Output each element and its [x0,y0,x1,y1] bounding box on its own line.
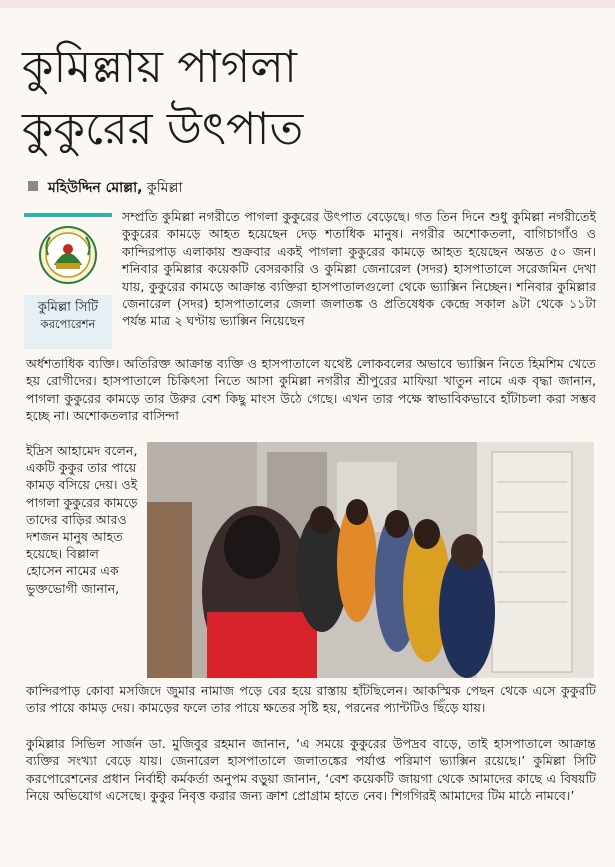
logo-caption [24,295,112,349]
logo-caption-line-1: কুমিল্লা সিটি [37,300,99,315]
headline-line-2: কুকুরের উৎপাত [22,102,304,155]
body-paragraph-3: ইদ্রিস আহামেদ বলেন, একটি কুকুর তার পায়ে কামড় বসিয়ে দেয়। ওই পাগলা কুকুরের কামড়ে তাদের বাড়ির আরও দশজন মানুষ আহত হয়েছে। বিল্লাল হোসেন নামের এক ভুক্তভোগী জানান, [26,443,138,596]
logo-accent-bar [24,213,112,217]
city-corporation-emblem-icon [38,225,98,285]
logo-box [24,207,112,347]
top-band [0,0,615,8]
body-paragraph-1: সম্প্রতি কুমিল্লা নগরীতে পাগলা কুকুরের উৎপাত বেড়েছে। গত তিন দিনে শুধু কুমিল্লা নগরীতেই কুকুরের কামড়ে আহত হয়েছেন দেড় শতাধিক মানুষ। নগরীর অশোকতলা, বাগিচাগাঁও ও কান্দিরপাড় এলাকায় শুক্রবার একই পাগলা কুকুরের কামড়ে আহত হয়েছেন অন্তত ৫০ জন। শনিবার কুমিল্লার কয়েকটি বেসরকারি ও কুমিল্লা জেনারেল (সদর) হাসপাতালে সরেজমিন দেখা যায়, কুকুরের কামড়ে আক্রান্ত ব্যক্তিরা হাসপাতালগুলো থেকে ভ্যাক্সিন নিচ্ছেন। শনিবার কুমিল্লার জেনারেল (সদর) হাসপাতালের জেলা জলাতঙ্ক ও প্রতিষেধক কেন্দ্রে সকাল ৯টা থেকে ১১টা পর্যন্ত মাত্র ২ ঘণ্টায় ভ্যাক্সিন নিয়েছেন [122,209,596,329]
byline [28,178,588,198]
body-paragraph-4: কান্দিরপাড় কোবা মসজিদে জুমার নামাজ পড়ে বের হয়ে রাস্তায় হাঁটছিলেন। আকস্মিক পেছন থেকে এসে কুকুরটি তার পায়ে কামড় দেয়। কামড়ের ফলে তার পায়ে ক্ষতের সৃষ্টি হয়, পরনের প্যান্টটিও ছিঁড়ে যায়। [26,683,596,716]
news-photo [147,442,594,678]
hospital-crowd-photo [147,442,594,678]
body-paragraph-5: কুমিল্লার সিভিল সার্জন ডা. মুজিবুর রহমান জানান, ‘এ সময়ে কুকুরের উপদ্রব বাড়ে, তাই হাসপাতালে আক্রান্ত ব্যক্তির সংখ্যা বেড়ে যায়। জেনারেল হাসপাতালে জলাতঙ্কের পর্যাপ্ত পরিমাণ ভ্যাক্সিন রয়েছে।’ কুমিল্লা সিটি করপোরেশনের প্রধান নির্বাহী কর্মকর্তা অনুপম বড়ুয়া জানান, ‘বেশ কয়েকটি জায়গা থেকে আমাদের কাছে এ বিষয়টি নিয়ে অভিযোগ এসেছে। কুকুর নিবৃত্ত করার জন্য ক্রাশ প্রোগ্রাম হাতে নেব। শিগগিরই আমাদের টিম মাঠে নামবে।’ [26,736,596,804]
headline [22,36,592,160]
headline-line-1: কুমিল্লায় পাগলা [22,40,297,93]
byline-location: কুমিল্লা [142,180,183,196]
square-bullet-icon [28,181,38,191]
body-paragraph-2: অর্ধশতাধিক ব্যক্তি। অতিরিক্ত আক্রান্ত ব্যক্তি ও হাসপাতালে যথেষ্ট লোকবলের অভাবে ভ্যাক্সিন নিতে হিমশিম খেতে হয় রোগীদের। হাসপাতালে চিকিৎসা নিতে আসা কুমিল্লা নগরীর শ্রীপুরের মাফিয়া খাতুন নামে এক বৃদ্ধা জানান, পাগলা কুকুরের কামড়ে তার উরুর বেশ কিছু মাংস উঠে গেছে। এখন তার পক্ষে স্বাভাবিকভাবে হাঁটাচলা করা সম্ভব হচ্ছে না। অশোকতলার বাসিন্দা [26,356,596,424]
logo-caption-line-2: করপোরেশন [40,317,96,331]
byline-author: মহিউদ্দিন মোল্লা, [48,180,143,196]
